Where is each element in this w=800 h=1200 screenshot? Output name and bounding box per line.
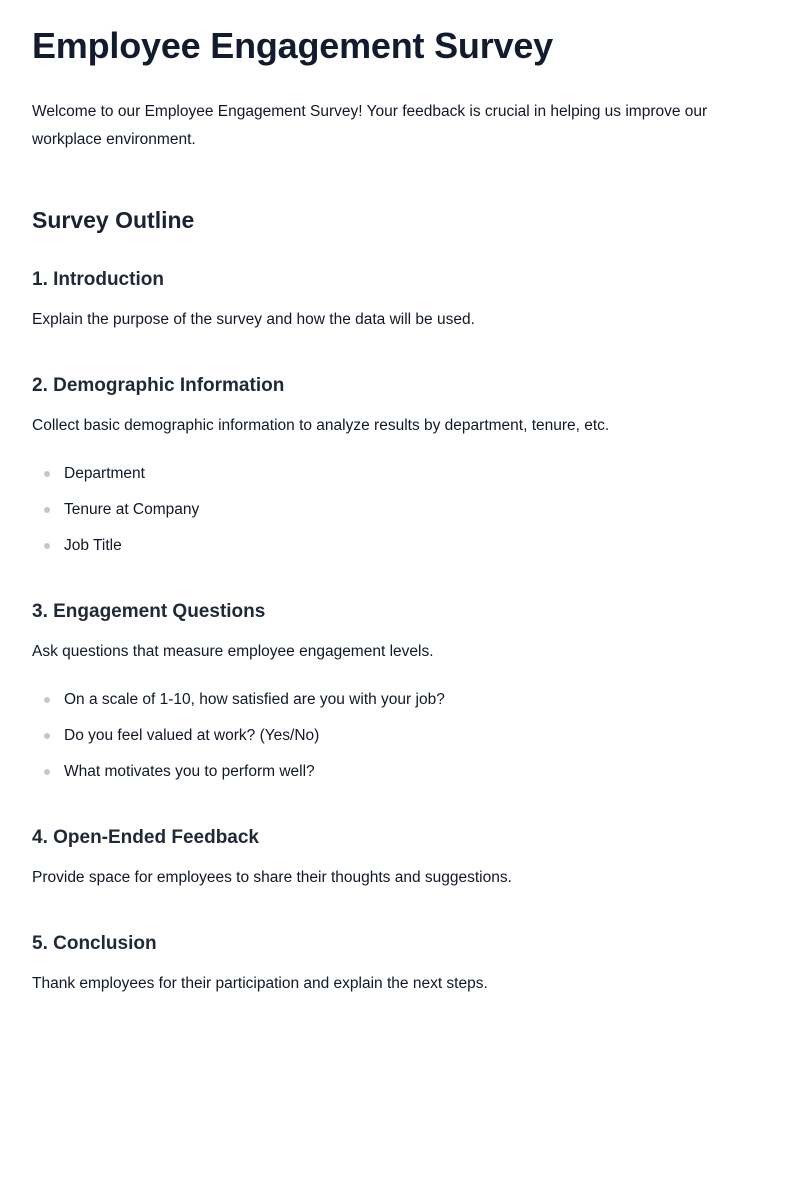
section-heading: 2. Demographic Information [32,375,285,396]
list-item [32,724,768,760]
demographic-list [32,462,768,570]
section-heading: 5. Conclusion [32,933,157,954]
bullet-icon [44,697,50,703]
page-title: Employee Engagement Survey [32,25,553,66]
list-item-text: Tenure at Company [64,501,200,518]
list-item [32,498,768,534]
bullet-icon [44,769,50,775]
engagement-question-list [32,688,768,796]
list-item-text: Department [64,465,145,482]
list-item-text: Job Title [64,537,122,554]
bullet-icon [44,507,50,513]
section-introduction [32,266,768,332]
section-open-ended-feedback [32,824,768,890]
section-heading: 3. Engagement Questions [32,601,266,622]
section-description: Ask questions that measure employee engagement levels. [32,643,434,660]
section-description: Explain the purpose of the survey and how the data will be used. [32,311,475,328]
section-demographic-information [32,372,768,570]
bullet-icon [44,543,50,549]
section-description: Provide space for employees to share their thoughts and suggestions. [32,869,512,886]
intro-paragraph: Welcome to our Employee Engagement Survey! Your feedback is crucial in helping us improve our workplace environment. [32,103,708,148]
bullet-icon [44,733,50,739]
section-engagement-questions [32,598,768,796]
section-conclusion [32,930,768,996]
list-item [32,760,768,796]
bullet-icon [44,471,50,477]
list-item [32,462,768,498]
list-item-text: What motivates you to perform well? [64,763,315,780]
list-item [32,688,768,724]
section-heading: 4. Open-Ended Feedback [32,827,259,848]
list-item-text: On a scale of 1-10, how satisfied are you with your job? [64,691,445,708]
section-heading: 1. Introduction [32,269,164,290]
outline-heading: Survey Outline [32,207,195,233]
section-description: Collect basic demographic information to analyze results by department, tenure, etc. [32,417,610,434]
section-description: Thank employees for their participation and explain the next steps. [32,975,488,992]
list-item [32,534,768,570]
list-item-text: Do you feel valued at work? (Yes/No) [64,727,320,744]
